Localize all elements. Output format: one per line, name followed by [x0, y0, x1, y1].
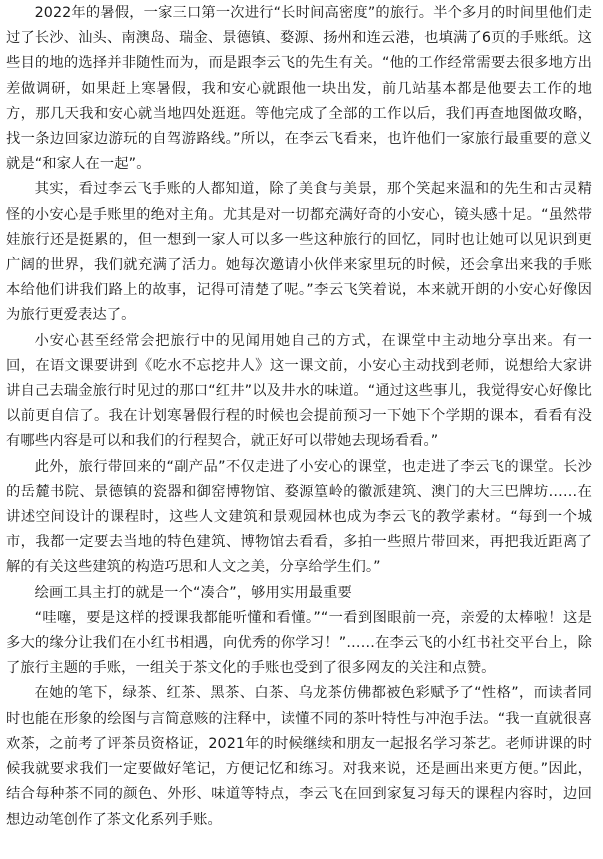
- paragraph-family-trip: 2022年的暑假，一家三口第一次进行“长时间高密度”的旅行。半个多月的时间里他们走过了长沙、汕头、南澳岛、瑞金、景德镇、婺源、扬州和连云港，也填满了6页的手账纸。这些目的地的选择并非随性而为，而是跟李云飞的先生有关。“他的工作经常需要去很多地方出差做调研，如果赶上寒暑假，我和安心就跟他一块出发，前几站基本都是他要去工作的地方，那几天我和安心就当地四处逛逛。等他完成了全部的工作以后，我们再查地图做攻略，找一条边回家边游玩的自驾游路线。”所以，在李云飞看来，也许他们一家旅行最重要的意义就是“和家人在一起”。: [6, 5, 592, 173]
- paragraph-classroom-sharing: 小安心甚至经常会把旅行中的见闻用她自己的方式，在课堂中主动地分享出来。有一回，在语文课要讲到《吃水不忘挖井人》这一课文前，小安心主动找到老师，说想给大家讲讲自己去瑞金旅行时见过的那口“红井”以及井水的味道。“通过这些事儿，我觉得安心好像比以前更自信了。我在计划寒暑假行程的时候也会提前预习一下她下个学期的课本，看看有没有哪些内容是可以和我们的行程契合，就正好可以带她去现场看看。”: [6, 332, 592, 450]
- paragraph-tea-journal: 在她的笔下，绿茶、红茶、黑茶、白茶、乌龙茶仿佛都被色彩赋予了“性格”，而读者同时也能在形象的绘图与言简意赅的注释中，读懂不同的茶叶特性与冲泡手法。“我一直就很喜欢茶，之前考了评茶员资格证，2021年的时候继续和朋友一起报名学习茶艺。老师讲课的时候我就要求我们一定要做好笔记，方便记忆和练习。对我来说，还是画出来更方便。”因此，结合每种茶不同的颜色、外形、味道等特点，李云飞在回到家复习每天的课程内容时，边回想边动笔创作了茶文化系列手账。: [6, 685, 592, 828]
- paragraph-teaching-material: 此外，旅行带回来的“副产品”不仅走进了小安心的课堂，也走进了李云飞的课堂。长沙的岳麓书院、景德镇的瓷器和御窑博物馆、婺源篁岭的徽派建筑、澳门的大三巴牌坊……在讲述空间设计的课程时，这些人文建筑和景观园林也成为李云飞的教学素材。“每到一个城市，我都一定要去当地的特色建筑、博物馆去看看，多拍一些照片带回来，再把我近距离了解的有关这些建筑的构造巧思和人文之美，分享给学生们。”: [6, 458, 592, 576]
- paragraph-protagonists: 其实，看过李云飞手账的人都知道，除了美食与美景，那个笑起来温和的先生和古灵精怪的小安心是手账里的绝对主角。尤其是对一切都充满好奇的小安心，镜头感十足。“虽然带娃旅行还是挺累的，但一想到一家人可以多一些这种旅行的回忆，同时也让她可以见识到更广阔的世界，我们就充满了活力。她每次邀请小伙伴来家里玩的时候，还会拿出来我的手账本给他们讲我们路上的故事，记得可清楚了呢。”李云飞笑着说，本来就开朗的小安心好像因为旅行更爱表达了。: [6, 181, 592, 324]
- section-subheading: 绘画工具主打的就是一个“凑合”，够用实用最重要: [34, 584, 352, 601]
- paragraph-netizen-comments: “哇噻，要是这样的授课我都能听懂和看懂。”“一看到图眼前一亮，亲爱的太棒啦！这是多大的缘分让我们在小红书相遇，向优秀的你学习！”……在李云飞的小红书社交平台上，除了旅行主题的手账，一组关于茶文化的手账也受到了很多网友的关注和点赞。: [6, 609, 592, 677]
